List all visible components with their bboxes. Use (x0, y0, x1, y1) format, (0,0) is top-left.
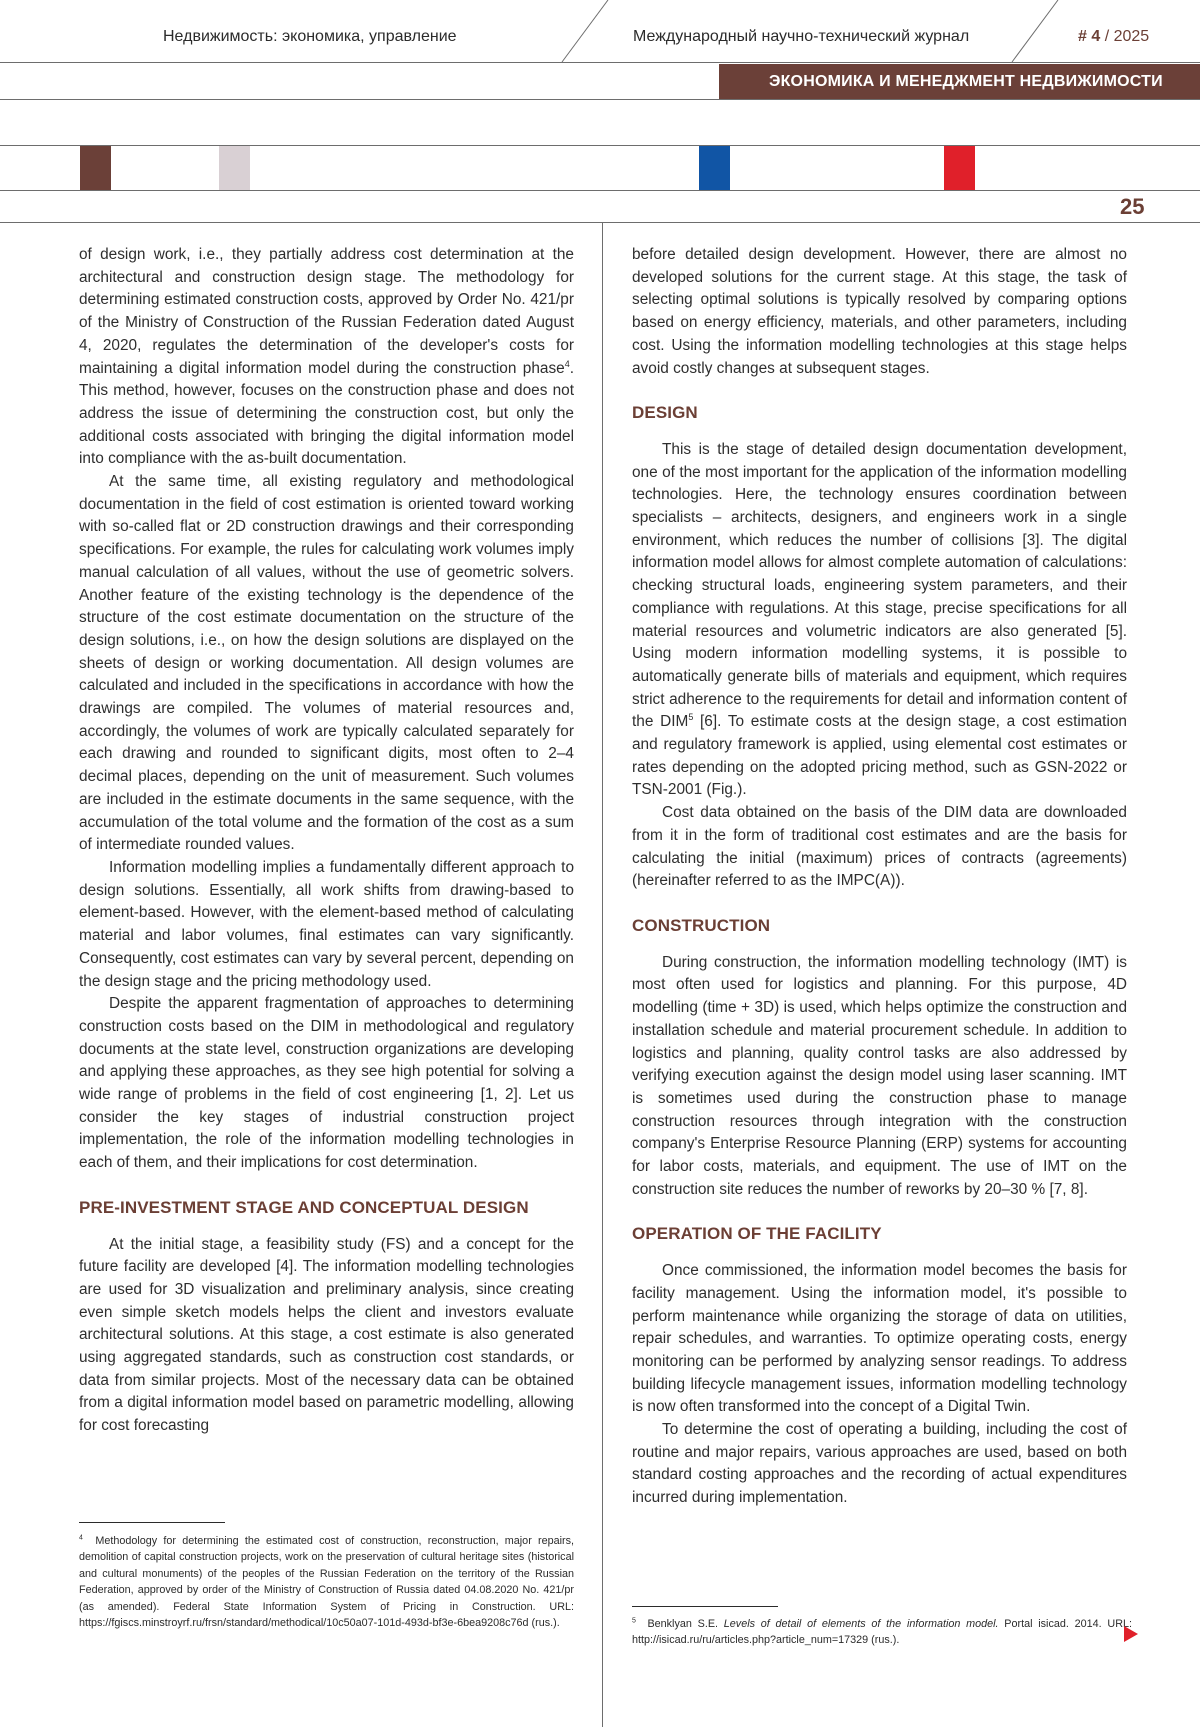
footnote-rest: Portal isicad. 2014. URL: http://isicad.ru/ru/articles.php?article_num=17329 (rus.). (632, 1618, 1132, 1647)
next-page-arrow-icon[interactable] (1124, 1626, 1138, 1642)
page-number: 25 (1120, 194, 1145, 219)
color-swatch-pink (219, 146, 250, 190)
paragraph (79, 244, 574, 471)
footnote-text: Methodology for determining the estimated cost of construction, reconstruction, major repairs, demolition of capital construction projects, work on the preservation of cultural heritage sites (historical and cultural monuments) of the peoples of the Russian Federation on the territory of the Russian Federation, approved by order of the Ministry of Construction of Russia dated 04.08.2020 No. 421/pr (as amended). Federal State Information System of Pricing in Construction. URL: https://fgiscs.minstroyrf.ru/frsn/standard/methodical/10c50a07-101d-493d-bf3e-6bea9208c76d (rus.). (79, 1535, 575, 1630)
paragraph: Information modelling implies a fundamentally different approach to design solutions. Essentially, all work shifts from drawing-based to element-based. However, with the element-based method of calculating material and labor volumes, final estimates can vary significantly. Consequently, cost estimates can vary by several percent, depending on the design stage and the pricing methodology used. (79, 858, 574, 990)
section-title: ЭКОНОМИКА И МЕНЕДЖМЕНТ НЕДВИЖИМОСТИ (719, 64, 1200, 99)
journal-name: Недвижимость: экономика, управление (163, 28, 457, 45)
footnote-ref-5: 5 (688, 712, 694, 723)
header-rule-top (0, 62, 1200, 63)
footnote-5 (632, 1616, 1132, 1649)
left-column (79, 244, 574, 1438)
page-number-rule (0, 222, 1200, 223)
color-strip-bottom-rule (0, 190, 1200, 191)
heading-construction: CONSTRUCTION (632, 915, 771, 935)
right-column (632, 244, 1127, 1510)
footnote-rule (79, 1522, 225, 1523)
footnote-4 (79, 1533, 574, 1631)
issue-num: # 4 (1078, 28, 1101, 45)
paragraph: before detailed design development. However, there are almost no developed solutions for the current stage. At this stage, the task of selecting optimal solutions is typically resolved by comparing options based on energy efficiency, materials, and other parameters, including cost. Using the information modelling technologies at this stage helps avoid costly changes at subsequent stages. (632, 246, 1127, 377)
paragraph: Cost data obtained on the basis of the DIM data are downloaded from it in the form of traditional cost estimates and are the basis for calculating the initial (maximum) prices of contracts (agreements) (hereinafter referred to as the IMPC(A)). (632, 804, 1127, 890)
heading-design: DESIGN (632, 403, 698, 423)
paragraph: Once commissioned, the information model becomes the basis for facility management. Using the information model, it's possible to perform maintenance while organizing the storage of data on utilities, repair schedules, and warranties. To optimize operating costs, energy monitoring can be performed by analyzing sensor readings. To address building lifecycle management issues, information modelling technology is now often transformed into the concept of a Digital Twin. (632, 1262, 1127, 1416)
paragraph-text: This is the stage of detailed design documentation development, one of the most important for the application of the information modelling technologies. Here, the technology ensures coordination between specialists – architects, designers, and engineers work in a single environment, which reduces the number of collisions [3]. The digital information model allows for almost complete automation of calculations: checking structural loads, engineering system parameters, and their compliance with regulations. At this stage, precise specifications for all material resources and volumetric indicators are also generated [5]. Using modern information modelling systems, it is possible to automatically generate bills of materials and equipment, which requires strict adherence to the requirements for detail and information content of the DIM (632, 440, 1127, 731)
heading-pre-investment: PRE-INVESTMENT STAGE AND CONCEPTUAL DESIGN (79, 1197, 529, 1217)
header-rule-bottom (0, 99, 1200, 100)
paragraph-text: [6]. To estimate costs at the design stage, a cost estimation and regulatory framework is applied, using elemental cost estimates or rates depending on the adopted pricing method, such as GSN-2022 or TSN-2001 (Fig.). (632, 713, 1127, 799)
color-swatch-blue (699, 146, 730, 190)
paragraph: During construction, the information modelling technology (IMT) is most often used for logistics and planning. For this purpose, 4D modelling (time + 3D) is used, which helps optimize the construction and installation schedule and material procurement schedule. In addition to logistics and planning, quality control tasks are also addressed by verifying execution against the design model using laser scanning. IMT is sometimes used during the construction phase to manage construction resources through integration with the construction company's Enterprise Resource Planning (ERP) systems for accounting for labor costs, materials, and equipment. The use of IMT on the construction site reduces the number of reworks by 20–30 % [7, 8]. (632, 953, 1127, 1198)
footnote-num: 4 (79, 1534, 83, 1542)
footnote-rule (632, 1606, 778, 1607)
paragraph-text: . This method, however, focuses on the construction phase and does not address the issue of determining the construction cost, but only the additional costs associated with bringing the digital information model into compliance with the as-built documentation. (79, 359, 574, 468)
paragraph (632, 439, 1127, 802)
footnote-author: Benklyan S.E. (647, 1618, 724, 1630)
issue-year: / 2025 (1100, 28, 1150, 45)
color-swatch-brown (80, 146, 111, 190)
paragraph: At the initial stage, a feasibility study (FS) and a concept for the future facility are developed [4]. The information modelling technologies are used for 3D visualization and preliminary analysis, since creating even simple sketch models helps the client and investors evaluate architectural solutions. At this stage, a cost estimate is also generated using aggregated standards, such as construction cost standards, or data from similar projects. Most of the necessary data can be obtained from a digital information model based on parametric modelling, allowing for cost forecasting (79, 1235, 574, 1435)
header-slash-1 (562, 0, 608, 62)
color-swatch-red (944, 146, 975, 190)
header-slash-2 (1012, 0, 1058, 62)
footnote-title: Levels of detail of elements of the information model. (723, 1618, 999, 1630)
paragraph-text: of design work, i.e., they partially address cost determination at the architectural and construction design stage. The methodology for determining estimated construction costs, approved by Order No. 421/pr of the Ministry of Construction of the Russian Federation dated August 4, 2020, regulates the determination of the developer's costs for maintaining a digital information model during the construction phase (79, 246, 574, 377)
header-dividers (0, 0, 1200, 64)
footnote-num: 5 (632, 1617, 636, 1625)
color-strip-top-rule (0, 145, 1200, 146)
footnote-ref-4: 4 (564, 358, 570, 369)
paragraph: At the same time, all existing regulatory and methodological documentation in the field of cost estimation is oriented toward working with so-called flat or 2D construction drawings and their corresponding specifications. For example, the rules for calculating work volumes imply manual calculation of all values, without the use of geometric solvers. Another feature of the existing technology is the dependence of the structure of the cost estimate documentation on the structure of the design solutions, i.e., on how the design solutions are displayed on the sheets of design or working documentation. All design volumes are calculated and included in the specifications in accordance with how the drawings are compiled. The volumes of material resources and, accordingly, the volumes of work are typically calculated separately for each drawing and rounded to significant digits, most often to 2–4 decimal places, depending on the unit of measurement. Such volumes are included in the estimate documents in the same sequence, with the accumulation of the total volume and the formation of the cost as a sum of intermediate rounded values. (79, 473, 574, 854)
column-divider (602, 222, 603, 1727)
heading-operation: OPERATION OF THE FACILITY (632, 1224, 882, 1244)
paragraph: To determine the cost of operating a building, including the cost of routine and major repairs, various approaches are used, based on both standard costing approaches and the recording of actual expenditures incurred during implementation. (632, 1421, 1127, 1507)
paragraph: Despite the apparent fragmentation of approaches to determining construction costs based on the DIM in methodological and regulatory documents at the state level, construction organizations are developing and applying these approaches, as they see high potential for solving a wide range of problems in the field of cost engineering [1, 2]. Let us consider the key stages of industrial construction project implementation, the role of the information modelling technologies in each of them, and their implications for cost determination. (79, 995, 574, 1172)
journal-subtitle: Международный научно-технический журнал (633, 28, 970, 45)
